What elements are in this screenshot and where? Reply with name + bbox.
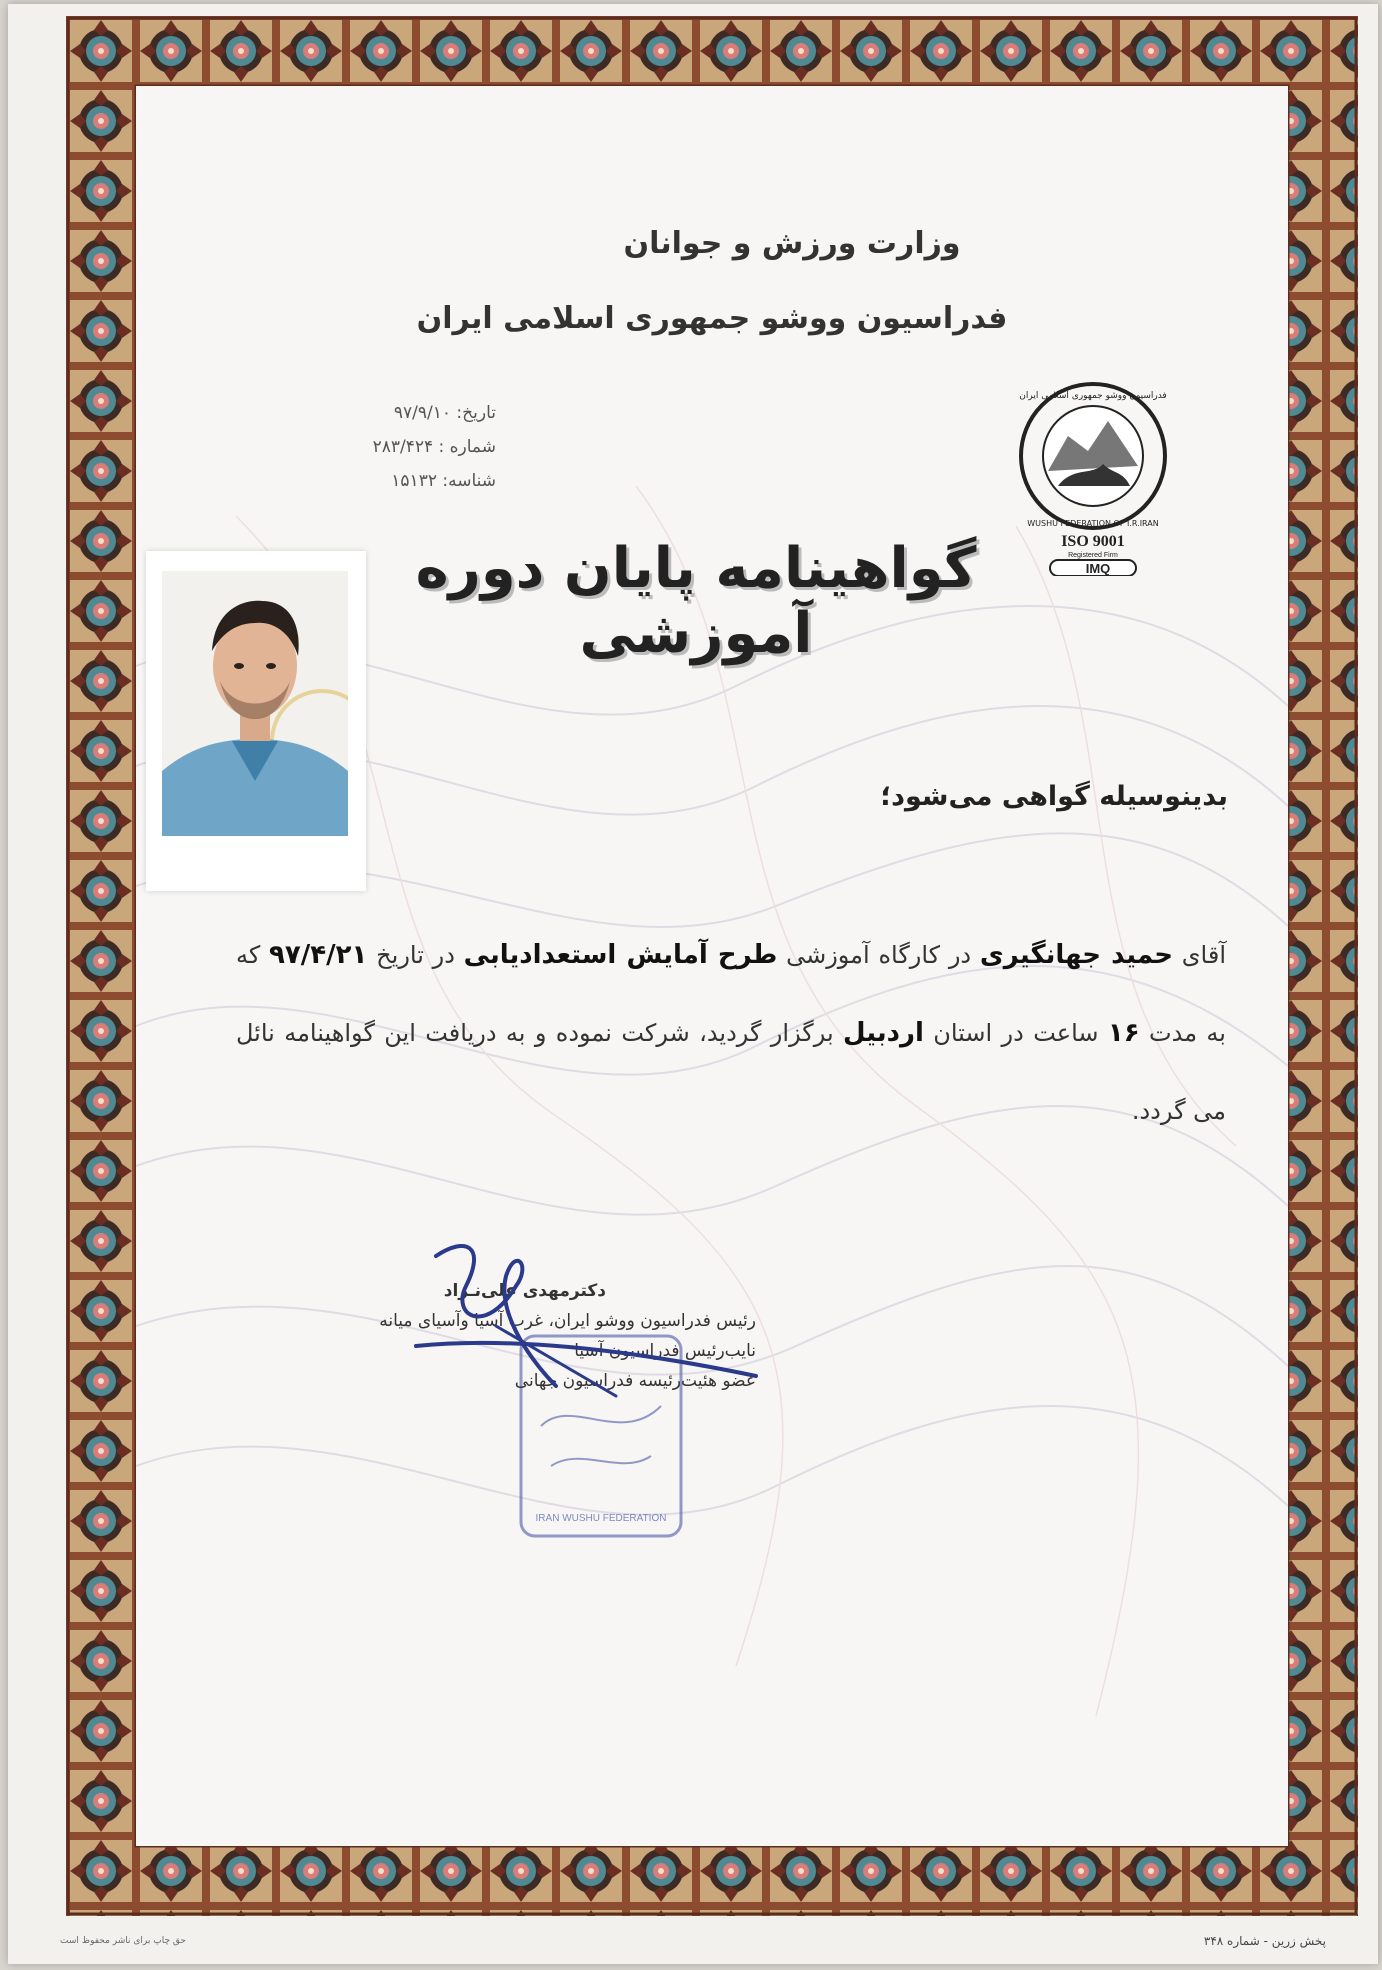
course-name: طرح آمایش استعدادیابی: [463, 940, 778, 970]
logo-side-text: WUSHU FEDERATION OF I.R.IRAN: [1027, 519, 1159, 528]
text-p1: آقای: [1181, 941, 1226, 969]
signatory-name: دکترمهدی علی‌نـژاد: [443, 1281, 606, 1301]
text-p5: ساعت در استان: [933, 1019, 1099, 1047]
federation-heading: فدراسیون ووشو جمهوری اسلامی ایران: [416, 301, 1008, 336]
ministry-heading: وزارت ورزش و جوانان: [623, 226, 961, 261]
recipient-name: حمید جهانگیری: [979, 940, 1173, 970]
footer-publisher: پخش زرین - شماره ۳۴۸: [1203, 1934, 1326, 1948]
certificate-body: [136, 86, 1288, 1846]
course-province: اردبیل: [843, 1018, 924, 1048]
logo-arc-text: فدراسیون ووشو جمهوری اسلامی ایران: [1019, 391, 1167, 401]
text-p6: برگزار گردید، شرکت نموده و به دریافت این گواهینامه نائل می گردد.: [236, 1019, 1226, 1125]
course-date: ۹۷/۴/۲۱: [269, 940, 368, 970]
meta-number: شماره : ۲۸۳/۴۲۴: [372, 437, 496, 457]
portrait-photo: [162, 571, 348, 836]
portrait-photo-card: [146, 551, 366, 891]
certificate-paper: [8, 4, 1378, 1964]
meta-date: تاریخ: ۹۷/۹/۱۰: [393, 403, 496, 423]
certificate-title: گواهینامه پایان دوره آموزشی: [415, 536, 977, 666]
logo-iso: ISO 9001: [1061, 533, 1125, 550]
text-p2: در کارگاه آموزشی: [786, 941, 972, 969]
signatory-title-2: نایب‌رئیس فدراسیون آسیا: [574, 1341, 756, 1361]
signatory-title-1: رئیس فدراسیون ووشو ایران، غرب آسیا وآسیای میانه: [379, 1311, 756, 1331]
stamp-text: IRAN WUSHU FEDERATION: [535, 1513, 667, 1524]
course-hours: ۱۶: [1107, 1018, 1140, 1048]
logo-registered: Registered Firm: [1068, 552, 1118, 559]
document-meta: [296, 396, 496, 498]
certificate-statement: [236, 916, 1226, 1150]
handwritten-signature: [356, 1226, 776, 1446]
text-p3: در تاریخ: [376, 941, 455, 969]
federation-logo: [998, 376, 1188, 576]
logo-imq: IMQ: [1085, 561, 1111, 576]
meta-id: شناسه: ۱۵۱۳۲: [391, 471, 496, 491]
footer-copyright: حق چاپ برای ناشر محفوظ است: [60, 1936, 186, 1946]
text-p4: که به مدت: [236, 941, 1226, 1047]
signatory-title-3: عضو هئیت‌رئیسه فدراسیون جهانی: [514, 1371, 756, 1391]
greeting-line: بدینوسیله گواهی می‌شود؛: [880, 781, 1228, 812]
